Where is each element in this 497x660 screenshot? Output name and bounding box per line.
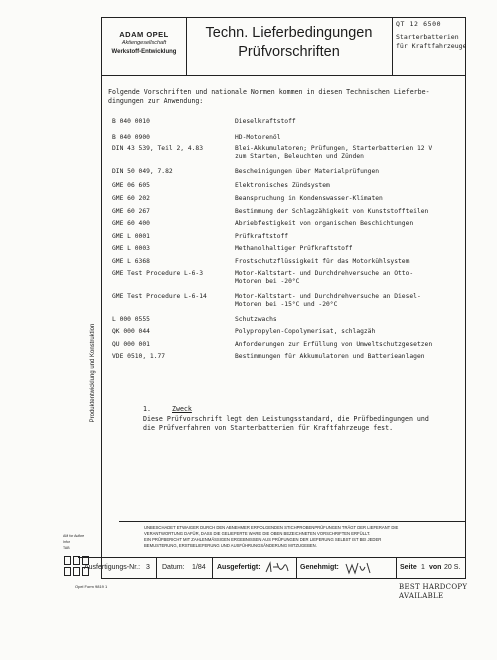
sidebar-label [83, 230, 97, 510]
disclaimer-line-4: BEMUSTERUNG, ERSTBELIEFERUNG UND AUSFÜHRUNGSÄNDERUNG MITZUGEBEN. [144, 543, 317, 548]
left-note-3: TAB [63, 546, 70, 550]
reference-description: Dieselkraftstoff [235, 118, 296, 125]
reference-description: Blei-Akkumulatoren; Prüfungen, Starterbatterien 12 V [235, 145, 433, 152]
page-value: 1 [421, 564, 425, 571]
section-text [143, 415, 429, 433]
reference-description: Bestimmungen für Akkumulatoren und Batterieanlagen [235, 353, 425, 360]
reference-description: Methanolhaltiger Prüfkraftstoff [235, 245, 353, 252]
intro-paragraph [108, 88, 430, 106]
of-label: von [429, 564, 442, 571]
reference-code: QU 000 001 [112, 341, 150, 348]
footer-divider [156, 558, 157, 579]
reference-code: B 040 0900 [112, 134, 150, 141]
reference-description: Elektronisches Zündsystem [235, 182, 330, 189]
date-label: Datum: [162, 564, 185, 571]
reference-code: QK 000 044 [112, 328, 150, 335]
disclaimer-line-2: VERANTWORTUNG DAFÜR, DASS DIE GELIEFERTE WARE DIE OBEN BEZEICHNETEN VORSCHRIFTEN ERFÜLLT. [144, 531, 371, 536]
company-type: Aktiengesellschaft [121, 40, 167, 46]
routing-checkbox [73, 556, 80, 565]
subject-line-2: für Kraftfahrzeuge [396, 42, 467, 50]
reference-code: GME L 0003 [112, 245, 150, 252]
reference-code: GME L 6368 [112, 258, 150, 265]
issued-signature [264, 560, 290, 579]
document-title [188, 24, 390, 62]
reference-code: DIN 43 539, Teil 2, 4.83 [112, 145, 203, 152]
issue-label: Ausfertigungs-Nr.: [84, 564, 141, 571]
approved-label: Genehmigt: [300, 564, 339, 571]
reference-description: Abriebfestigkeit von organischen Beschichtungen [235, 220, 414, 227]
stamp-line-1: BEST HARDCOPY [399, 583, 468, 591]
company-name: ADAM OPEL [119, 30, 169, 39]
reference-description: Motor-Kaltstart- und Durchdrehversuche an Otto- [235, 270, 414, 277]
reference-code: GME 60 400 [112, 220, 150, 227]
intro-line-1: Folgende Vorschriften und nationale Normen kommen in diesen Technischen Lieferbe- [108, 88, 430, 96]
section-text-line-2: die Prüfverfahren von Starterbatterien für Kraftfahrzeuge fest. [143, 424, 394, 432]
disclaimer-line-3: EIN PRÜFBERICHT MIT ZAHLENMÄSSIGEN ERGEBNISSEN AUS PRÜFUNGEN DER LIEFERUNG SELBST IST BEI JEDER [144, 537, 382, 542]
routing-checkbox [82, 556, 89, 565]
document-number-block [396, 20, 466, 51]
routing-checkbox [82, 567, 89, 576]
section-title: Zweck [172, 405, 192, 413]
reference-code: GME 60 202 [112, 195, 150, 202]
hardcopy-stamp [399, 583, 467, 601]
disclaimer-line-1: UNBESCHADET ETWAIGER DURCH DEN ABNEHMER ERFOLGENDEN STICHPROBENPRÜFUNGEN TRÄGT DER LIEFERANT DIE [144, 525, 399, 530]
department: Werkstoff-Entwicklung [111, 49, 177, 55]
reference-description-cont: zum Starten, Beleuchten und Zünden [235, 153, 364, 160]
intro-line-2: dingungen zur Anwendung: [108, 97, 204, 105]
reference-code: DIN 50 049, 7.82 [112, 168, 173, 175]
routing-checkbox [64, 567, 71, 576]
reference-description: Beanspruchung in Kondenswasser-Klimaten [235, 195, 383, 202]
footer-divider [212, 558, 213, 579]
title-line-1: Techn. Lieferbedingungen [205, 25, 373, 41]
reference-code: GME L 0001 [112, 233, 150, 240]
reference-code: GME 06 605 [112, 182, 150, 189]
reference-code: GME 60 267 [112, 208, 150, 215]
left-notes [63, 533, 84, 551]
reference-code: VDE 0510, 1.77 [112, 353, 166, 360]
of-value: 20 S. [444, 564, 461, 571]
section-text-line-1: Diese Prüfvorschrift legt den Leistungsstandard, die Prüfbedingungen und [143, 415, 429, 423]
footer-divider [396, 558, 397, 579]
header-divider-right [392, 17, 393, 75]
form-number: Opel Form 9819 1 [75, 584, 108, 589]
approved-signature [344, 560, 374, 579]
routing-checkbox [73, 567, 80, 576]
reference-code: GME Test Procedure L-6-3 [112, 270, 203, 277]
reference-description-cont: Motoren bei -15°C und -20°C [235, 301, 338, 308]
page-label: Seite [400, 564, 417, 571]
company-block [103, 30, 185, 57]
reference-description: HD-Motorenöl [235, 134, 281, 141]
reference-description-cont: Motoren bei -20°C [235, 278, 300, 285]
sidebar-text: Produktentwicklung und Konstruktion [90, 323, 96, 423]
reference-description: Polypropylen-Copolymerisat, schlagzäh [235, 328, 376, 335]
document-number: QT 12 6500 [396, 20, 442, 28]
issued-label: Ausgefertigt: [217, 564, 261, 571]
date-value: 1/84 [192, 564, 206, 571]
reference-description: Prüfkraftstoff [235, 233, 289, 240]
header-divider-left [186, 17, 187, 75]
routing-checkbox [64, 556, 71, 565]
left-note-2: Infor [63, 540, 71, 544]
disclaimer [144, 525, 398, 549]
reference-description: Frostschutzflüssigkeit für das Motorkühlsystem [235, 258, 410, 265]
reference-description: Motor-Kaltstart- und Durchdrehversuche an Diesel- [235, 293, 421, 300]
left-note-1: AM for Aufkre [63, 534, 85, 538]
reference-code: L 000 0555 [112, 316, 150, 323]
issue-value: 3 [146, 564, 150, 571]
header-divider [101, 75, 466, 76]
stamp-line-2: AVAILABLE [399, 592, 444, 600]
footer-row [78, 557, 466, 579]
reference-code: B 040 0010 [112, 118, 150, 125]
reference-description: Schutzwachs [235, 316, 277, 323]
footer-divider [296, 558, 297, 579]
reference-description: Bescheinigungen über Materialprüfungen [235, 168, 380, 175]
reference-code: GME Test Procedure L-6-14 [112, 293, 207, 300]
subject-line-1: Starterbatterien [396, 33, 459, 41]
section-number: 1. [143, 405, 151, 413]
reference-description: Anforderungen zur Erfüllung von Umweltschutzgesetzen [235, 341, 433, 348]
title-line-2: Prüfvorschriften [238, 44, 340, 60]
reference-description: Bestimmung der Schlagzähigkeit von Kunststoffteilen [235, 208, 429, 215]
